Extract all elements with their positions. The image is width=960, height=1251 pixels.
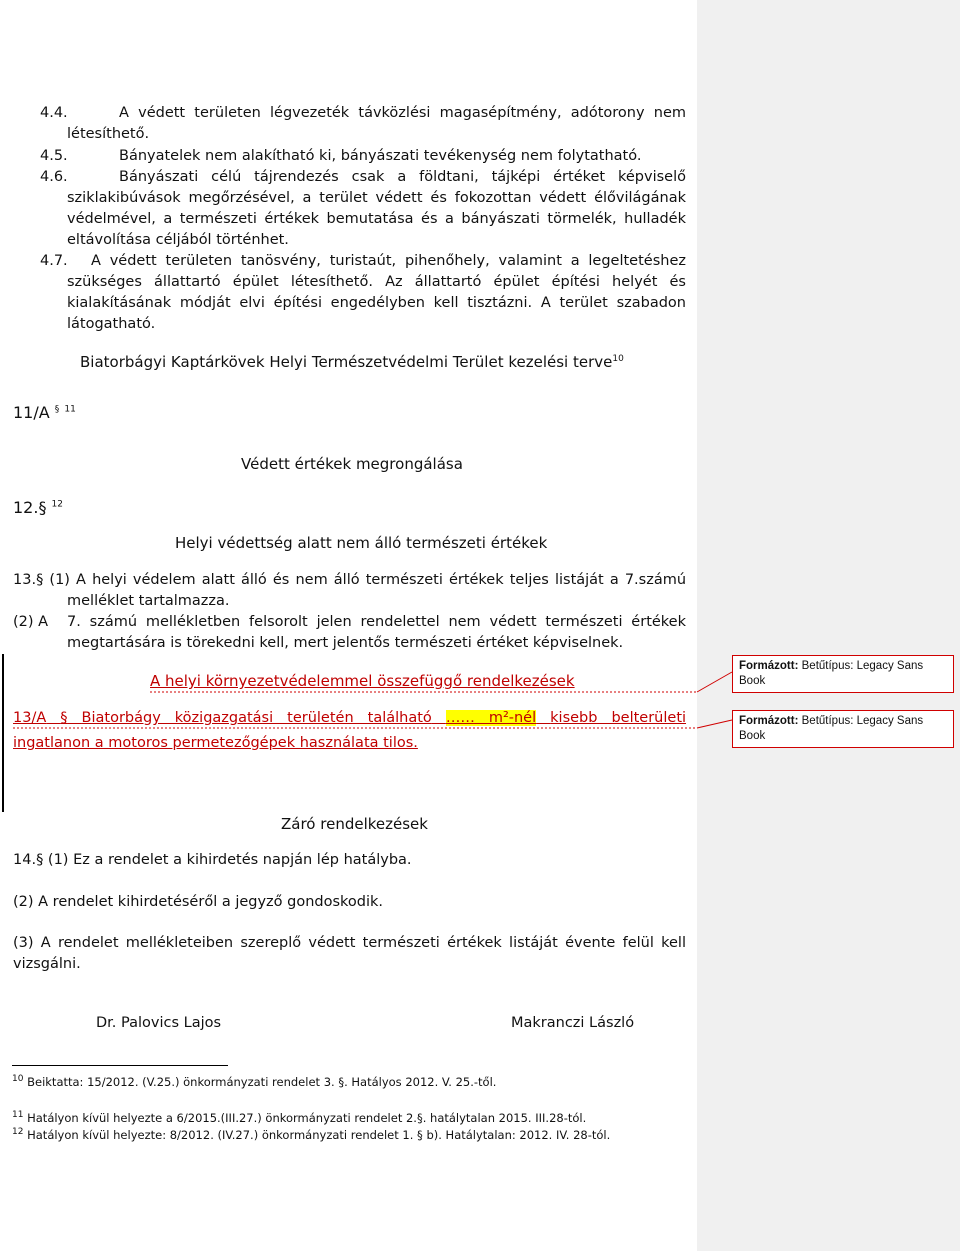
paragraph-line: szükséges állattartó épület létesíthető. Az állattartó épület építési helyét és bbox=[67, 274, 686, 290]
format-comment-balloon[interactable]: Formázott: Betűtípus: Legacy Sans Book bbox=[732, 710, 954, 748]
signatory-name: Dr. Palovics Lajos bbox=[96, 1015, 222, 1031]
paragraph-line: Bányatelek nem alakítható ki, bányászati tevékenység nem folytatható. bbox=[119, 148, 642, 164]
paragraph-line: védelmével, a természeti értékek bemutatása és a bányászati törmelék, hulladék bbox=[67, 211, 686, 227]
section-number: 12.§ $^{12}$ bbox=[13, 498, 63, 517]
section-heading: Záró rendelkezések bbox=[281, 815, 428, 833]
paragraph-line: ingatlanon a motoros permetezőgépek használata tilos. bbox=[13, 735, 418, 751]
item-number: 4.4. bbox=[40, 105, 68, 121]
paragraph-line: vizsgálni. bbox=[13, 956, 81, 972]
highlighted-placeholder: …… m²-nél bbox=[445, 710, 537, 726]
footnote: $^{11}$ Hatályon kívül helyezte a 6/2015.(III.27.) önkormányzati rendelet 2.§. hatálytalan 2015. III.28-tól. bbox=[12, 1110, 587, 1125]
paragraph-line: A védett területen légvezeték távközlési magasépítmény, adótorony nem bbox=[119, 105, 686, 121]
paragraph-line: 14.§ (1) Ez a rendelet a kihirdetés napján lép hatályba. bbox=[13, 852, 412, 868]
paragraph-line: Bányászati célú tájrendezés csak a földtani, tájképi értéket képviselő bbox=[119, 169, 686, 185]
footnote-ref[interactable]: 10 bbox=[612, 354, 624, 364]
footnote-ref[interactable]: 12 bbox=[51, 499, 63, 510]
section-number: 11/A § $^{11}$ bbox=[13, 403, 76, 422]
item-number: 4.6. bbox=[40, 169, 68, 185]
paragraph-line: megtartására is törekedni kell, mert jelentős természeti értéket képviselnek. bbox=[67, 635, 624, 651]
paragraph-line: (2) A rendelet kihirdetéséről a jegyző gondoskodik. bbox=[13, 894, 384, 910]
section-heading: Biatorbágyi Kaptárkövek Helyi Természetvédelmi Terület kezelési terve$^{10}$ bbox=[80, 353, 624, 371]
footnote: $^{12}$ Hatályon kívül helyezte: 8/2012. (IV.27.) önkormányzati rendelet 1. § b). Hatálytalan: 2012. IV. 28-tól. bbox=[12, 1127, 611, 1142]
paragraph-line: (3) A rendelet mellékleteiben szereplő védett természeti értékek listáját évente felül kell bbox=[13, 935, 686, 951]
item-number: 4.7. bbox=[40, 253, 68, 269]
paragraph-line: 13/A § Biatorbágy közigazgatási területén található …… m²-nél kisebb belterületi bbox=[13, 710, 687, 726]
paragraph-line: eltávolítása céljából történhet. bbox=[67, 232, 289, 248]
footnote: $^{10}$ Beiktatta: 15/2012. (V.25.) önkormányzati rendelet 3. §. Hatályos 2012. V. 25.-től. bbox=[12, 1074, 497, 1089]
paragraph-line: kialakításának módját elvi építési engedélyben kell tisztázni. A terület szabadon bbox=[67, 295, 686, 311]
format-comment-balloon[interactable]: Formázott: Betűtípus: Legacy Sans Book bbox=[732, 655, 954, 693]
paragraph-line: sziklakibúvások megőrzésével, a terület védett és fokozottan védett élővilágának bbox=[67, 190, 686, 206]
signatory-name: Makranczi László bbox=[511, 1015, 635, 1031]
footnote-ref[interactable]: 11 bbox=[64, 404, 76, 415]
paragraph-line: létesíthető. bbox=[67, 126, 150, 142]
section-heading: A helyi környezetvédelemmel összefüggő rendelkezések bbox=[150, 672, 575, 690]
item-number: 4.5. bbox=[40, 148, 68, 164]
paragraph-line: 13.§ (1) A helyi védelem alatt álló és nem álló természeti értékek teljes listáját a 7.számú bbox=[13, 572, 687, 588]
paragraph-line: melléklet tartalmazza. bbox=[67, 593, 230, 609]
paragraph-line: A védett területen tanösvény, turistaút, pihenőhely, valamint a legeltetéshez bbox=[91, 253, 686, 269]
section-heading: Helyi védettség alatt nem álló természeti értékek bbox=[175, 534, 548, 552]
paragraph-line: 7. számú mellékletben felsorolt jelen rendelettel nem védett természeti értékek bbox=[67, 614, 686, 630]
item-number: (2) A bbox=[13, 614, 49, 630]
paragraph-line: látogatható. bbox=[67, 316, 156, 332]
section-heading: Védett értékek megrongálása bbox=[241, 455, 463, 473]
